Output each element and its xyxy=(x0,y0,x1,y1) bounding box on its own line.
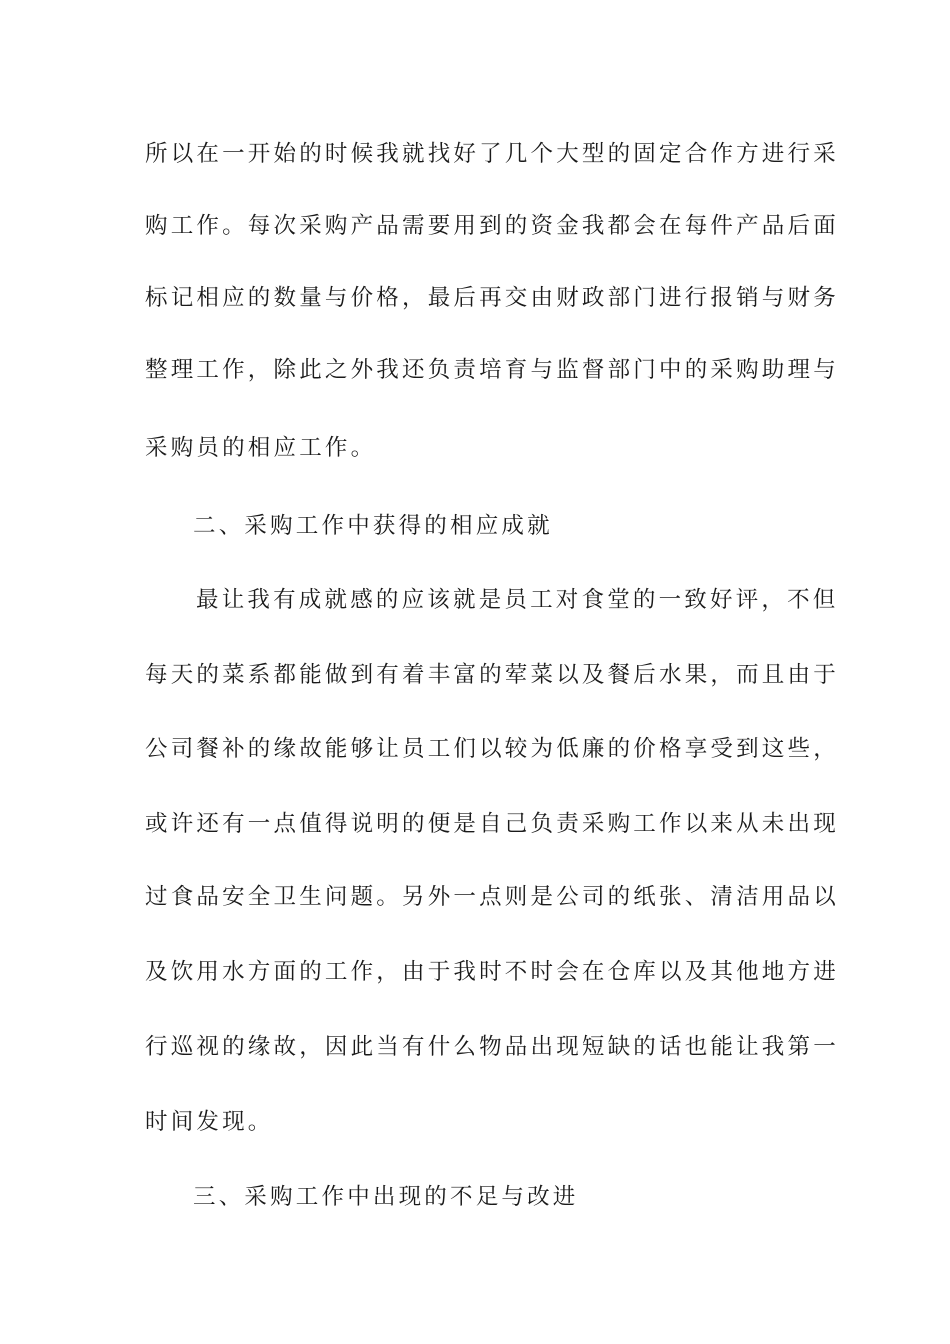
paragraph-line: 或许还有一点值得说明的便是自己负责采购工作以来从未出现 xyxy=(145,811,839,837)
paragraph-line: 行巡视的缘故，因此当有什么物品出现短缺的话也能让我第一 xyxy=(145,1034,839,1060)
paragraph-line: 购工作。每次采购产品需要用到的资金我都会在每件产品后面 xyxy=(145,213,839,239)
section-heading: 三、采购工作中出现的不足与改进 xyxy=(193,1184,579,1210)
paragraph-line: 采购员的相应工作。 xyxy=(145,435,377,461)
paragraph-line: 时间发现。 xyxy=(145,1109,274,1135)
paragraph-line: 整理工作，除此之外我还负责培育与监督部门中的采购助理与 xyxy=(145,357,839,383)
paragraph-line: 标记相应的数量与价格，最后再交由财政部门进行报销与财务 xyxy=(145,285,839,311)
section-heading: 二、采购工作中获得的相应成就 xyxy=(193,513,553,539)
paragraph-line: 公司餐补的缘故能够让员工们以较为低廉的价格享受到这些， xyxy=(145,736,839,762)
paragraph-line: 所以在一开始的时候我就找好了几个大型的固定合作方进行采 xyxy=(145,141,839,167)
paragraph-line: 过食品安全卫生问题。另外一点则是公司的纸张、清洁用品以 xyxy=(145,884,839,910)
paragraph-line: 及饮用水方面的工作，由于我时不时会在仓库以及其他地方进 xyxy=(145,959,839,985)
paragraph-line: 最让我有成就感的应该就是员工对食堂的一致好评，不但 xyxy=(196,587,839,613)
paragraph-line: 每天的菜系都能做到有着丰富的荤菜以及餐后水果，而且由于 xyxy=(145,662,839,688)
